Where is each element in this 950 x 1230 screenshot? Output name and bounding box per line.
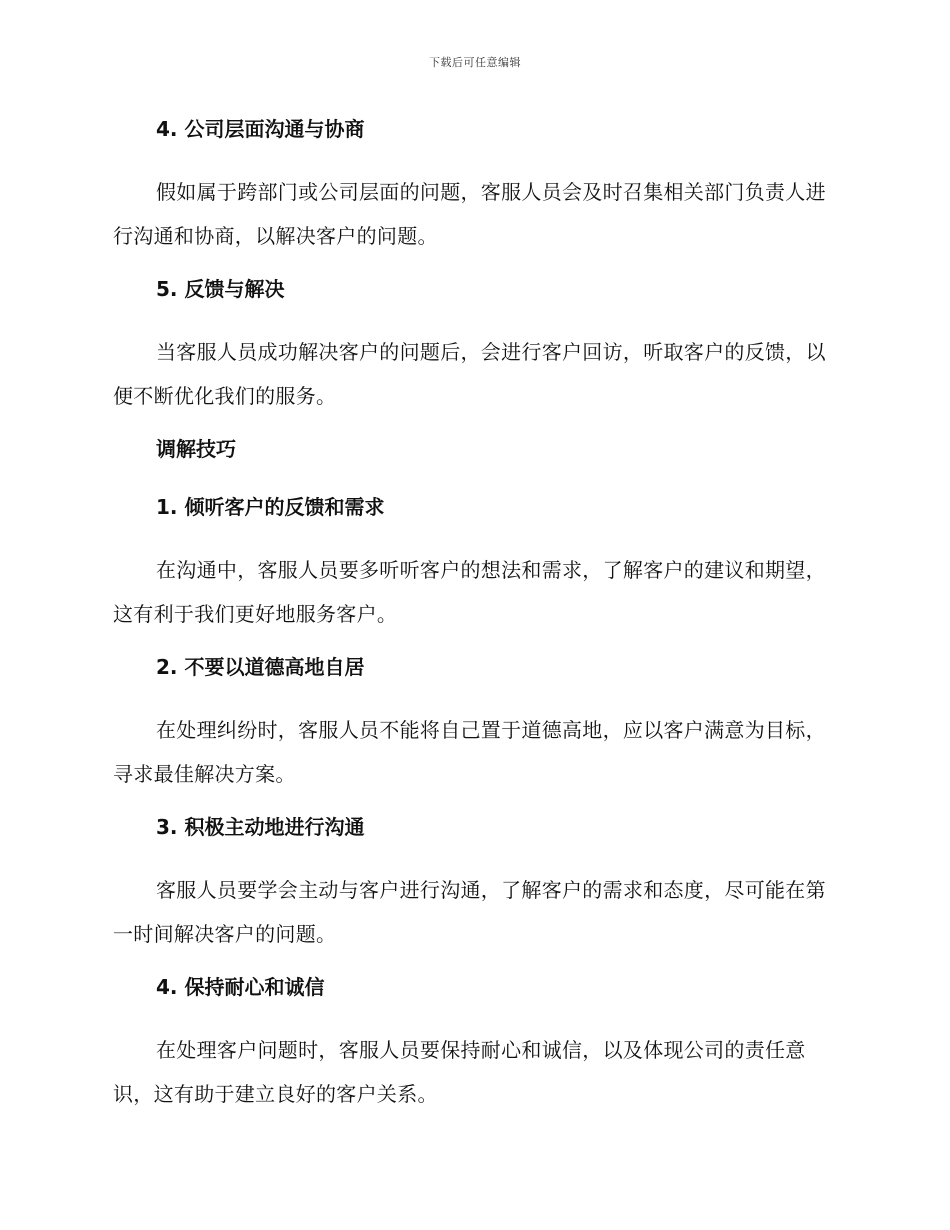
paragraph: 当客服人员成功解决客户的问题后，会进行客户回访，听取客户的反馈，以便不断优化我们的服务。: [113, 340, 826, 408]
paragraph: 在处理客户问题时，客服人员要保持耐心和诚信，以及体现公司的责任意识，这有助于建立良好的客户关系。: [113, 1038, 806, 1106]
section-heading: 2. 不要以道德高地自居: [156, 655, 365, 679]
section-heading: 3. 积极主动地进行沟通: [156, 815, 365, 839]
paragraph: 假如属于跨部门或公司层面的问题，客服人员会及时召集相关部门负责人进行沟通和协商，以解决客户的问题。: [113, 180, 826, 248]
section-heading: 调解技巧: [156, 437, 236, 461]
paragraph: 在处理纠纷时，客服人员不能将自己置于道德高地，应以客户满意为目标，寻求最佳解决方案。: [113, 718, 826, 786]
section-heading: 4. 公司层面沟通与协商: [156, 117, 365, 141]
section-heading: 1. 倾听客户的反馈和需求: [156, 495, 385, 519]
section-heading: 5. 反馈与解决: [156, 277, 285, 301]
document-body: [113, 112, 833, 1130]
section-heading: 4. 保持耐心和诚信: [156, 975, 325, 999]
paragraph: 客服人员要学会主动与客户进行沟通，了解客户的需求和态度，尽可能在第一时间解决客户的问题。: [113, 878, 826, 946]
page-header-note: 下载后可任意编辑: [429, 56, 521, 69]
paragraph: 在沟通中，客服人员要多听听客户的想法和需求，了解客户的建议和期望，这有利于我们更好地服务客户。: [113, 558, 826, 626]
